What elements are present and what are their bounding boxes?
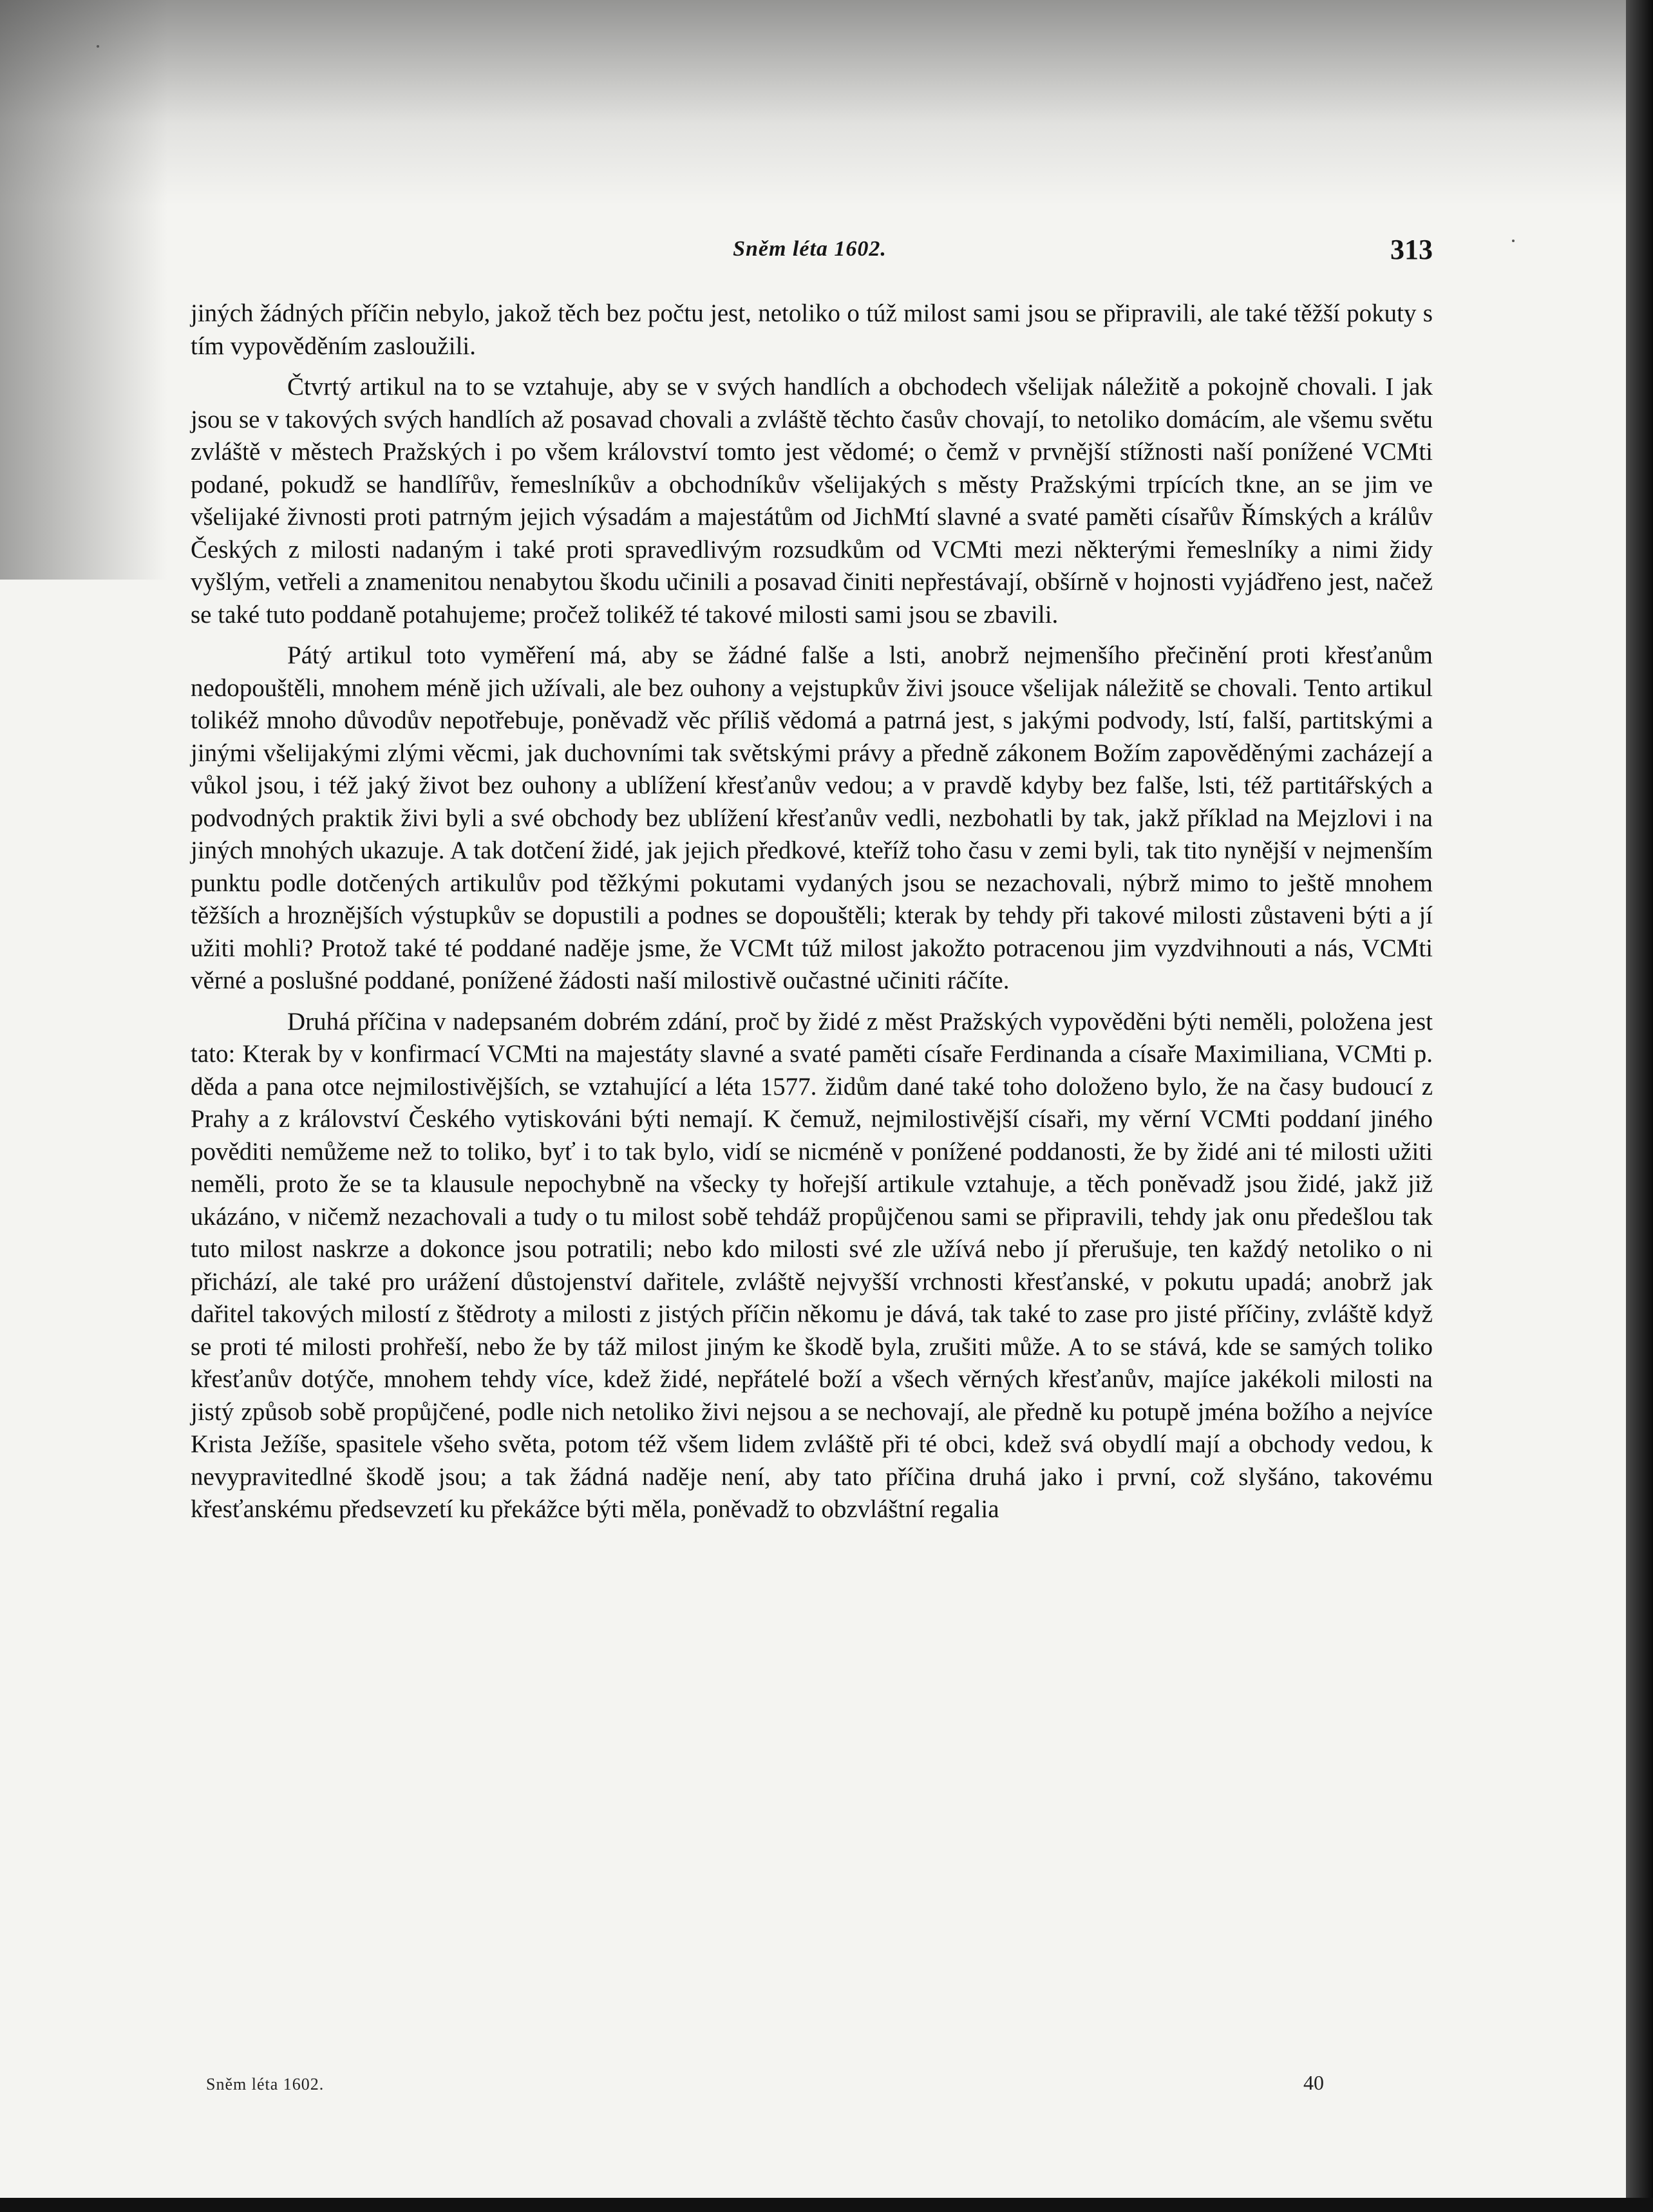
scan-shadow-top (0, 0, 1653, 206)
printer-signature-number: 40 (1303, 2071, 1324, 2094)
page-number: 313 (1390, 234, 1433, 265)
paragraph-continued: jiných žádných příčin nebylo, jakož těch bez počtu jest, netoliko o túž milost sami jsou se připravili, ale také těžší pokuty s tím vypověděním zasloužili. (191, 299, 1433, 360)
body-text (191, 298, 1433, 1535)
scan-edge-right (1626, 0, 1653, 2212)
page-footer (187, 2071, 1433, 2107)
scan-speck (97, 45, 99, 48)
running-title: Sněm léta 1602. (733, 237, 887, 261)
scan-shadow-left (0, 0, 167, 580)
paragraph-second-reason: Druhá příčina v nadepsaném dobrém zdání, proč by židé z měst Pražských vypověděni býti neměli, položena jest tato: Kterak by v konfirmací VCMti na majestáty slavné a svaté paměti císaře Ferdinanda a císaře Maximiliana, VCMti p. děda a pana otce nejmilostivějších, se vztahující a léta 1577. židům dané také toho doloženo bylo, že na časy budoucí z Prahy a z království Českého vytiskováni býti nemají. K čemuž, nejmilostivější císaři, my věrní VCMti poddaní jiného pověditi nemůžeme než to toliko, byť i to tak bylo, vidí se nicméně v ponížené poddanosti, že by židé ani té milosti užiti neměli, proto že se ta klausule nepochybně na všecky ty hořejší artikule vztahuje, a těch poněvadž jsou židé, jakž již ukázáno, v ničemž nezachovali a tudy o tu milost sobě tehdáž propůjčenou sami se připravili, tehdy jak onu předešlou tak tuto milost naskrze a dokonce jsou potratili; nebo kdo milosti své zle užívá nebo jí přerušuje, ten každý netoliko o ni přichází, ale také pro urážení důstojenství dařitele, zvláště nejvyšší vrchnosti křesťanské, v pokutu upadá; anobrž jak dařitel takových milostí z štědroty a milosti z jistých příčin někomu je dává, tak také to zase pro jisté příčiny, zvláště když se proti té milosti prohřeší, nebo že by táž milost jiným ke škodě byla, zrušiti může. A to se stává, kde se samých toliko křesťanův dotýče, mnohem tehdy více, kdež židé, nepřátelé boží a všech věrných křesťanův, majíce jakékoli milosti na jistý způsob sobě propůjčené, podle nich netoliko živi nejsou a se nechovají, ale předně ku potupě jména božího a nejvíce Krista Ježíše, spasitele všeho světa, potom též všem lidem zvláště při té obci, kdež svá obydlí mají a obchody vedou, k nevypravitedlné škodě jsou; a tak žádná naděje není, aby tato příčina druhá jako i první, což slyšáno, takovému křesťanskému předsevzetí ku překážce býti měla, poněvadž to obzvláštní regalia (191, 1007, 1433, 1523)
paragraph-fifth-article: Pátý artikul toto vyměření má, aby se žádné falše a lsti, anobrž nejmenšího přečinění proti křesťanům nedopouštěli, mnohem méně jich užívali, ale bez ouhony a vejstupkův živi jsouce všelijak náležitě se chovali. Tento artikul tolikéž mnoho důvodův nepotřebuje, poněvadž věc příliš vědomá a patrná jest, s jakými podvody, lstí, falší, partitskými a jinými všelijakými zlými věcmi, jak duchovními tak světskými právy a předně zákonem Božím zapověděnými zacházejí a vůkol jsou, i též jaký život bez ouhony a ublížení křesťanův vedou; a v pravdě kdyby bez falše, lsti, též partitářských a podvodných praktik živi byli a své obchody bez ublížení křesťanův vedli, nezbohatli by tak, jakž příklad na Mejzlovi i na jiných mnohých ukazuje. A tak dotčení židé, jak jejich předkové, kteříž toho času v zemi byli, tak tito nynější v nejmenším punktu podle dotčených artikulův pod těžkými pokutami vydaných jsou se nezachovali, nýbrž mimo to ještě mnohem těžších a hroznějších výstupkův se dopustili a podnes se dopouštěli; kterak by tehdy při takové milosti zůstaveni býti a jí užiti mohli? Protož také té poddané naděje jsme, že VCMt túž milost jakožto potracenou jim vyzdvihnouti a nás, VCMti věrné a poslušné poddané, ponížené žádosti naší milostivě oučastné učiniti ráčíte. (191, 641, 1433, 994)
scan-speck (1512, 240, 1515, 242)
scan-edge-bottom (0, 2198, 1653, 2212)
paragraph-fourth-article: Čtvrtý artikul na to se vztahuje, aby se v svých handlích a obchodech všelijak náležitě a pokojně chovali. I jak jsou se v takových svých handlích až posavad chovali a zvláště těchto časův chovají, to netoliko domácím, ale všemu světu zvláště v městech Pražských i po všem království tomto jest vědomé; o čemž v prvnější stížnosti naší ponížené VCMti podané, pokudž se handlířův, řemeslníkův a obchodníkův všelijakých s městy Pražskými trpících tkne, an se jim ve všelijaké živnosti proti patrným jejich výsadám a majestátům od JichMtí slavné a svaté paměti císařův Římských a králův Českých z milosti nadaným i také proti spravedlivým rozsudkům od VCMti mezi některými řemeslníky a nimi židy vyšlým, vetřeli a znamenitou nenabytou škodu učinili a posavad činiti nepřestávají, obšírně v hojnosti vyjádřeno jest, načež se také tuto poddaně potahujeme; pročež tolikéž té takové milosti sami jsou se zbavili. (191, 373, 1433, 629)
printer-signature-text: Sněm léta 1602. (206, 2075, 325, 2094)
page-header (187, 229, 1433, 281)
